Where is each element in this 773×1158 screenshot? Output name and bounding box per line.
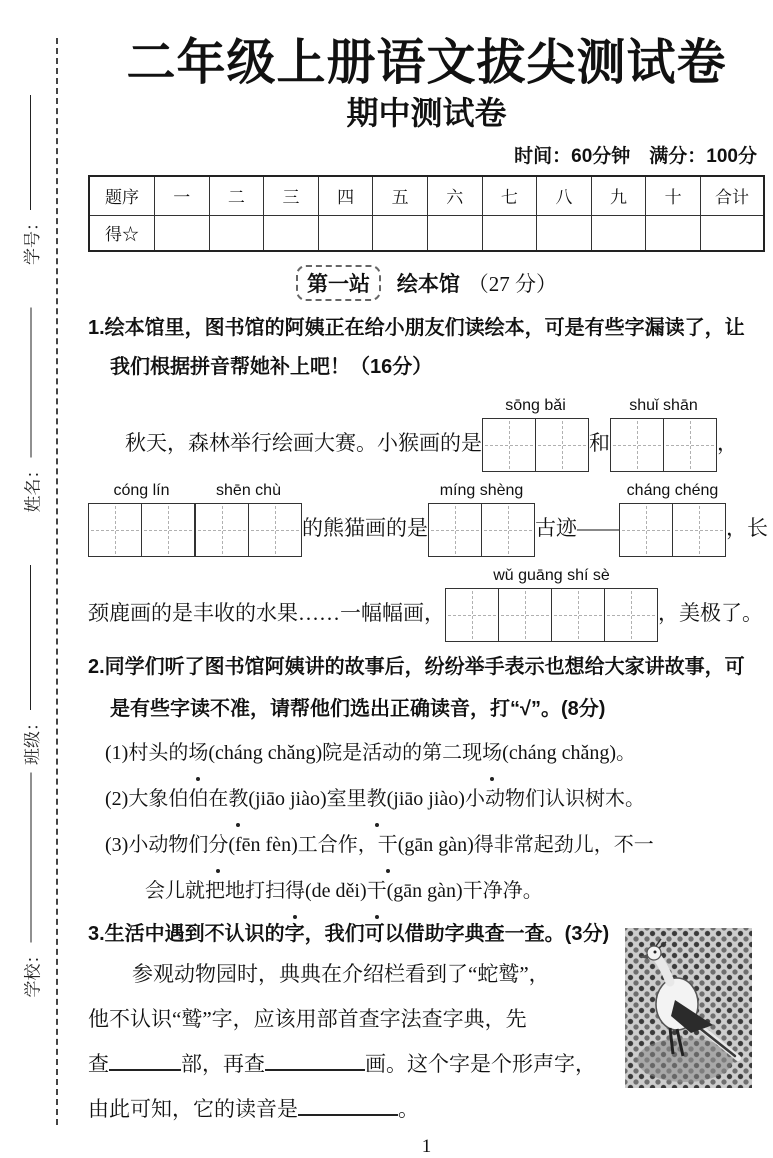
pinyin-label: cóng lín (113, 481, 170, 499)
grid-cell (195, 503, 249, 557)
q2-item3-line1 (105, 822, 765, 868)
q3-line3-text: 画。这个字是个形声字， (365, 1051, 596, 1076)
q2-item3-text: (3)小动物们 (105, 833, 209, 856)
grid-cell (88, 503, 142, 557)
q1-row2-text1: 的熊猫画的是 (302, 515, 428, 540)
q3-stem: 3.生活中遇到不认识的字，我们可以借助字典查一查。(3分) (88, 922, 610, 945)
score-empty-cell (209, 215, 264, 251)
grid-cell (610, 418, 664, 472)
section1-points: （27 分） (467, 271, 557, 296)
q3-line1: 参观动物园时，典典在介绍栏看到了“蛇鹫”， (132, 961, 550, 986)
q2-item3-text: (de děi) (305, 879, 367, 902)
score-empty-cell (482, 215, 537, 251)
score-header-cell: 四 (318, 176, 373, 216)
school-blank-line (30, 773, 31, 943)
writing-grid-conglin (88, 481, 195, 557)
q2-item3-text: 会儿就把地打扫 (145, 879, 285, 902)
score-table-header-row (89, 176, 764, 216)
dotted-char: 场 (188, 730, 208, 776)
sidebar-field-class (15, 565, 45, 765)
score-header-cell: 题序 (89, 176, 155, 216)
q1-stem-line2: 我们根据拼音帮她补上吧！（16分） (110, 355, 433, 378)
q2-stem-line1: 2.同学们听了图书馆阿姨讲的故事后，纷纷举手表示也想给大家讲故事，可 (88, 655, 745, 678)
pinyin-label: shuǐ shān (629, 396, 698, 414)
paper-title: 二年级上册语文拔尖测试卷 (126, 36, 727, 90)
grid-cell (445, 588, 499, 642)
grid-cell (482, 418, 536, 472)
grid-cell (498, 588, 552, 642)
score-header-cell: 五 (373, 176, 428, 216)
q1-row1 (88, 395, 765, 472)
q1-row2 (88, 480, 768, 557)
q1-row3-punct: ，美极了。 (658, 600, 763, 625)
score-header-cell: 合计 (701, 176, 765, 216)
q2-item1-text: (cháng chǎng)。 (502, 741, 636, 764)
grid-cell (248, 503, 302, 557)
q1-stem (88, 309, 765, 387)
paper-subtitle: 期中测试卷 (346, 94, 507, 131)
pinyin-label: sōng bǎi (505, 396, 566, 414)
pinyin-label: wǔ guāng shí sè (493, 566, 610, 584)
q2-item2-text: (jiāo jiào)室里 (248, 787, 367, 810)
score-empty-cell (373, 215, 428, 251)
score-header-cell: 六 (427, 176, 482, 216)
score-row-label: 得☆ (89, 215, 155, 251)
q2-item-3 (88, 822, 765, 914)
q2-item2-text: (2)大象伯伯在 (105, 787, 229, 810)
q1-row2-text2: 古迹—— (535, 515, 619, 540)
score-empty-cell (537, 215, 592, 251)
q3-passage (88, 952, 633, 1132)
q2-item-2 (88, 776, 765, 822)
grid-cell (672, 503, 726, 557)
score-empty-cell (264, 215, 319, 251)
class-label: 班级： (22, 714, 42, 765)
score-header-cell: 二 (209, 176, 264, 216)
q1-row1-text: 秋天，森林举行绘画大赛。小猴画的是 (125, 430, 482, 455)
page-number: 1 (421, 1135, 432, 1157)
q1-row1-punct: ， (717, 430, 738, 455)
q2-item-1 (88, 730, 765, 776)
writing-grid-shenchu (195, 481, 302, 557)
q3-line3-text: 查 (88, 1051, 109, 1076)
q3-line3-text: 部，再查 (181, 1051, 265, 1076)
bird-illustration (625, 928, 752, 1088)
dotted-char: 干 (367, 868, 387, 914)
q2-item2-text: (jiāo jiào)小动物们认识树木。 (386, 787, 645, 810)
q2-stem-line2: 是有些字读不准，请帮他们选出正确读音，打“√”。(8分) (110, 697, 606, 720)
pinyin-label: míng shèng (439, 481, 524, 499)
q3-line3 (88, 1042, 633, 1087)
q2-item3-text: (gān gàn)得非常起劲儿，不一 (397, 833, 654, 856)
q2-stem (88, 646, 765, 730)
score-header-cell: 一 (155, 176, 210, 216)
q2-item3-text: (fēn fèn)工合作， (228, 833, 378, 856)
score-empty-cell (318, 215, 373, 251)
seal-dashed-line (56, 38, 58, 1125)
grid-cell (428, 503, 482, 557)
sidebar-field-student-id (15, 95, 45, 265)
score-empty-cell (155, 215, 210, 251)
sidebar-field-name (16, 308, 46, 513)
section1-title: 绘本馆 (396, 272, 460, 296)
writing-grid-mingsheng (428, 481, 535, 557)
score-table (88, 175, 765, 252)
secretary-bird-photo (625, 928, 752, 1088)
q2-item3-line2 (105, 868, 765, 914)
score-table-score-row (89, 215, 764, 251)
dotted-char: 教 (367, 776, 387, 822)
score-header-cell: 三 (264, 176, 319, 216)
answer-blank (298, 1110, 398, 1116)
writing-grid-shuishan (610, 396, 717, 472)
q3-block (88, 916, 765, 1132)
q3-line4-text: 。 (398, 1096, 419, 1121)
score-empty-cell (427, 215, 482, 251)
grid-cell (663, 418, 717, 472)
score-header-cell: 十 (646, 176, 701, 216)
score-header-cell: 七 (482, 176, 537, 216)
name-blank-line (30, 308, 31, 458)
grid-cell (481, 503, 535, 557)
pinyin-label: cháng chéng (626, 481, 719, 499)
q3-line4 (88, 1087, 633, 1132)
school-label: 学校： (23, 946, 42, 998)
q3-line4-text: 由此可知，它的读音是 (88, 1096, 298, 1121)
grid-cell (551, 588, 605, 642)
score-header-cell: 九 (591, 176, 646, 216)
score-empty-cell (591, 215, 646, 251)
writing-grid-changcheng (619, 481, 726, 557)
time-score-info: 时间：60分钟 满分：100分 (514, 145, 757, 167)
writing-grid-wuguangshise (445, 566, 658, 642)
student-id-blank-line (30, 95, 31, 210)
section1-badge: 第一站 (296, 265, 381, 301)
score-empty-cell (646, 215, 701, 251)
q1-row3-text: 颈鹿画的是丰收的水果……一幅幅画， (88, 600, 445, 625)
q1-stem-line1: 1.绘本馆里，图书馆的阿姨正在给小朋友们读绘本，可是有些字漏读了，让 (88, 316, 745, 339)
dotted-char: 干 (378, 822, 398, 868)
dotted-char: 分 (208, 822, 228, 868)
score-header-cell: 八 (537, 176, 592, 216)
dotted-char: 得 (285, 868, 305, 914)
grid-cell (141, 503, 195, 557)
grid-cell (604, 588, 658, 642)
name-label: 姓名： (23, 461, 42, 513)
student-id-label: 学号： (22, 214, 42, 265)
grid-cell (619, 503, 673, 557)
q1-row1-conj: 和 (589, 430, 610, 455)
writing-grid-songbai (482, 396, 589, 472)
dotted-char: 教 (228, 776, 248, 822)
q2-item1-text: (1)村头的 (105, 741, 189, 764)
q1-row3 (88, 565, 765, 642)
score-empty-cell (701, 215, 765, 251)
sidebar-field-school (16, 773, 46, 998)
grid-cell (535, 418, 589, 472)
q2-item3-text: (gān gàn)干净净。 (386, 879, 543, 902)
answer-blank (265, 1065, 365, 1071)
class-blank-line (30, 565, 31, 710)
q3-line2: 他不认识“鹫”字，应该用部首查字法查字典，先 (88, 1006, 527, 1031)
q2-item1-text: (cháng chǎng)院是活动的第二现 (208, 741, 483, 764)
answer-blank (109, 1065, 181, 1071)
dotted-char: 场 (482, 730, 502, 776)
section1-header (88, 265, 765, 301)
pinyin-label: shēn chù (216, 481, 281, 499)
q1-row2-punct: ，长 (726, 515, 768, 540)
